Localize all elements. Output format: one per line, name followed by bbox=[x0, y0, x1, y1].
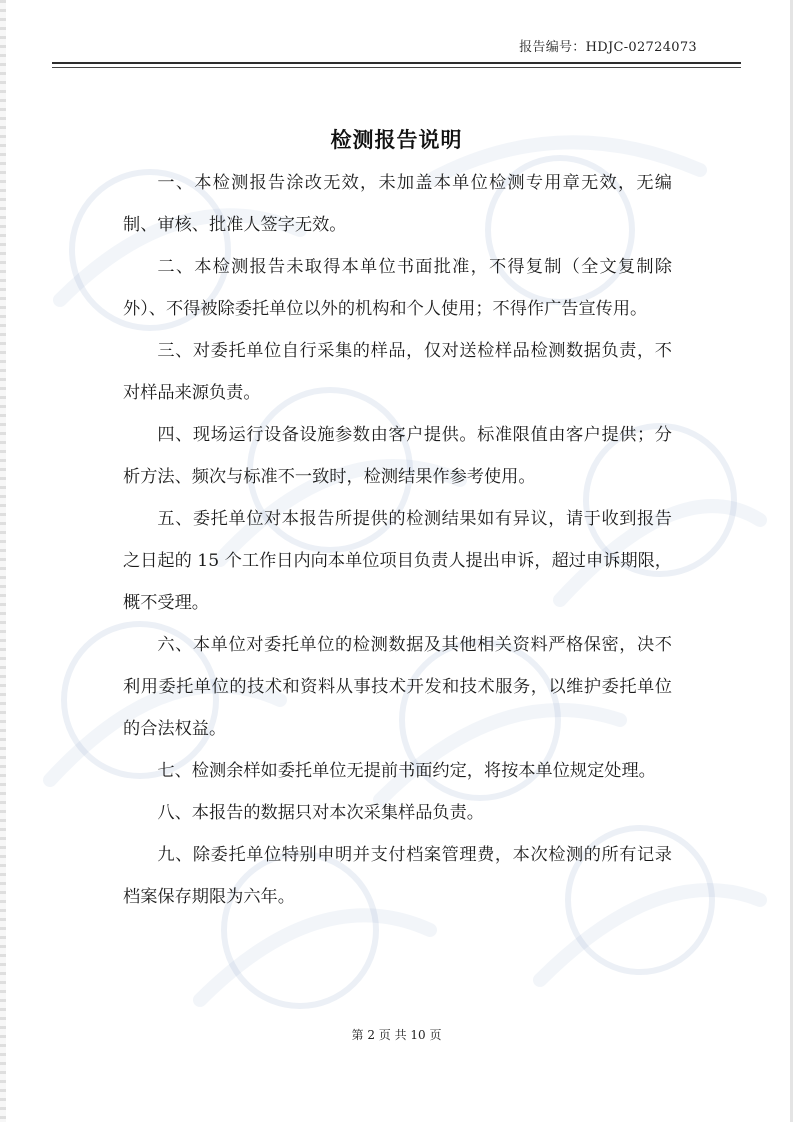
note-paragraph-9: 九、除委托单位特别申明并支付档案管理费，本次检测的所有记录档案保存期限为六年。 bbox=[123, 845, 672, 907]
notes-list bbox=[123, 162, 672, 918]
note-paragraph-7: 七、检测余样如委托单位无提前书面约定，将按本单位规定处理。 bbox=[157, 761, 656, 781]
scan-edge bbox=[0, 0, 6, 1122]
page-title: 检测报告说明 bbox=[330, 127, 463, 152]
page-number: 第 2 页 共 10 页 bbox=[351, 1028, 442, 1042]
report-number: 报告编号：HDJC-02724073 bbox=[519, 40, 697, 55]
note-paragraph-6: 六、本单位对委托单位的检测数据及其他相关资料严格保密，决不利用委托单位的技术和资料从事技术开发和技术服务，以维护委托单位的合法权益。 bbox=[123, 635, 672, 739]
note-paragraph-8: 八、本报告的数据只对本次采集样品负责。 bbox=[157, 803, 484, 823]
note-paragraph-4: 四、现场运行设备设施参数由客户提供。标准限值由客户提供；分析方法、频次与标准不一致时，检测结果作参考使用。 bbox=[123, 425, 672, 487]
header-rule bbox=[52, 62, 741, 64]
note-paragraph-1: 一、本检测报告涂改无效，未加盖本单位检测专用章无效，无编制、审核、批准人签字无效。 bbox=[123, 173, 672, 235]
note-paragraph-2: 二、本检测报告未取得本单位书面批准，不得复制（全文复制除外）、不得被除委托单位以外的机构和个人使用；不得作广告宣传用。 bbox=[123, 257, 672, 319]
note-paragraph-3: 三、对委托单位自行采集的样品，仅对送检样品检测数据负责，不对样品来源负责。 bbox=[123, 341, 672, 403]
watermark-stroke bbox=[200, 915, 430, 1000]
header-rule-thin bbox=[52, 67, 741, 68]
note-paragraph-5: 五、委托单位对本报告所提供的检测结果如有异议，请于收到报告之日起的 15 个工作日内向本单位项目负责人提出申诉，超过申诉期限，概不受理。 bbox=[123, 509, 672, 613]
